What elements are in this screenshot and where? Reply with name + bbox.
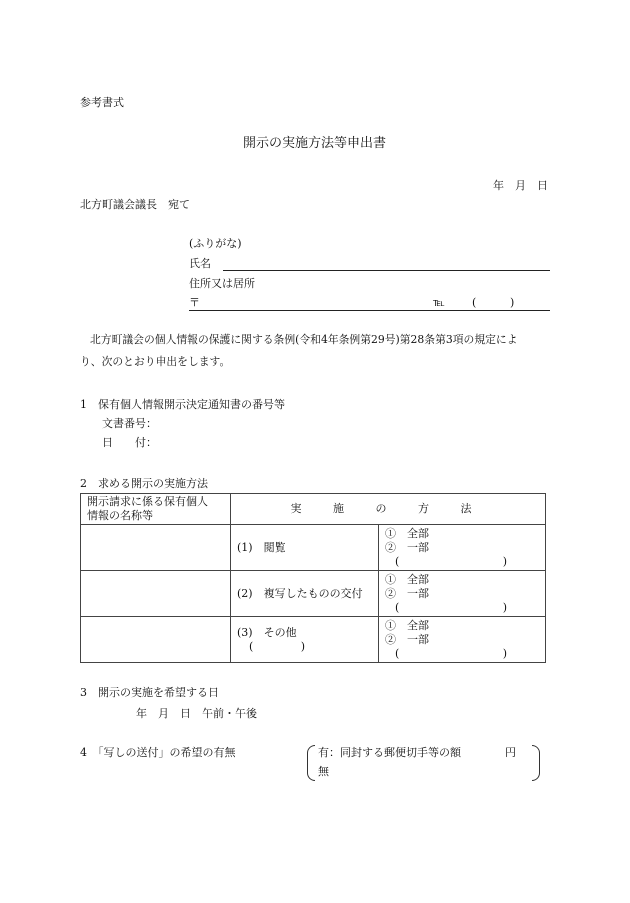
option-partial[interactable]: ② 一部 xyxy=(385,586,429,600)
option-all[interactable]: ① 全部 xyxy=(385,526,429,540)
name-label: 氏名 xyxy=(189,257,211,270)
table-row xyxy=(81,617,546,663)
postal-mark: 〒 xyxy=(189,296,200,309)
yen-label: 円 xyxy=(505,746,516,759)
section2-heading: 2 求める開示の実施方法 xyxy=(80,477,208,490)
address-label: 住所又は居所 xyxy=(189,277,255,290)
furigana-label: (ふりがな) xyxy=(189,237,242,250)
info-name-cell[interactable] xyxy=(81,571,231,617)
info-name-cell[interactable] xyxy=(81,617,231,663)
body-text-line2: り、次のとおり申出をします。 xyxy=(80,355,231,368)
option-all[interactable]: ① 全部 xyxy=(385,572,429,586)
table-header-row xyxy=(81,494,546,525)
table-row xyxy=(81,525,546,571)
option-cell[interactable]: ① 全部 ② 一部 ( ) xyxy=(379,617,546,663)
document-title: 開示の実施方法等申出書 xyxy=(243,136,387,151)
name-field-line[interactable] xyxy=(223,270,550,271)
method-cell: (1) 閲覧 xyxy=(231,525,379,571)
doc-number-label: 文書番号： xyxy=(102,417,157,430)
tel-label: ℡ xyxy=(433,296,445,309)
disclosure-method-table xyxy=(80,493,546,663)
tel-paren-close: ) xyxy=(510,296,515,309)
preferred-date-line: 年 月 日 午前・午後 xyxy=(136,707,257,720)
body-text-line1: 北方町議会の個人情報の保護に関する条例(令和4年条例第29号)第28条第3項の規定によ xyxy=(90,333,518,346)
address-field-line[interactable] xyxy=(189,310,550,311)
left-bracket xyxy=(307,745,315,781)
option-partial[interactable]: ② 一部 xyxy=(385,540,429,554)
right-bracket xyxy=(532,745,540,781)
option-all[interactable]: ① 全部 xyxy=(385,618,429,632)
method-cell: (2) 複写したものの交付 xyxy=(231,571,379,617)
mail-option-no[interactable]: 無 xyxy=(318,765,329,778)
date-line: 年 月 日 xyxy=(493,179,548,192)
method-cell: (3) その他 ( ) xyxy=(231,617,379,663)
option-cell[interactable]: ① 全部 ② 一部 ( ) xyxy=(379,571,546,617)
header-method: 実 施 の 方 法 xyxy=(231,494,546,525)
section1-heading: 1 保有個人情報開示決定通知書の番号等 xyxy=(80,398,285,411)
tel-paren-open: ( xyxy=(472,296,477,309)
info-name-cell[interactable] xyxy=(81,525,231,571)
header-info-name: 開示請求に係る保有個人 情報の名称等 xyxy=(81,494,231,525)
section4-heading: 4 「写しの送付」の希望の有無 xyxy=(80,746,236,759)
section3-heading: 3 開示の実施を希望する日 xyxy=(80,686,219,699)
mail-option-yes[interactable]: 有：同封する郵便切手等の額 xyxy=(318,746,461,759)
option-cell[interactable]: ① 全部 ② 一部 ( ) xyxy=(379,525,546,571)
option-partial[interactable]: ② 一部 xyxy=(385,632,429,646)
notice-date-label: 日 付： xyxy=(102,436,157,449)
table-row xyxy=(81,571,546,617)
reference-form-label: 参考書式 xyxy=(80,96,124,109)
addressee: 北方町議会議長 宛て xyxy=(80,198,190,211)
